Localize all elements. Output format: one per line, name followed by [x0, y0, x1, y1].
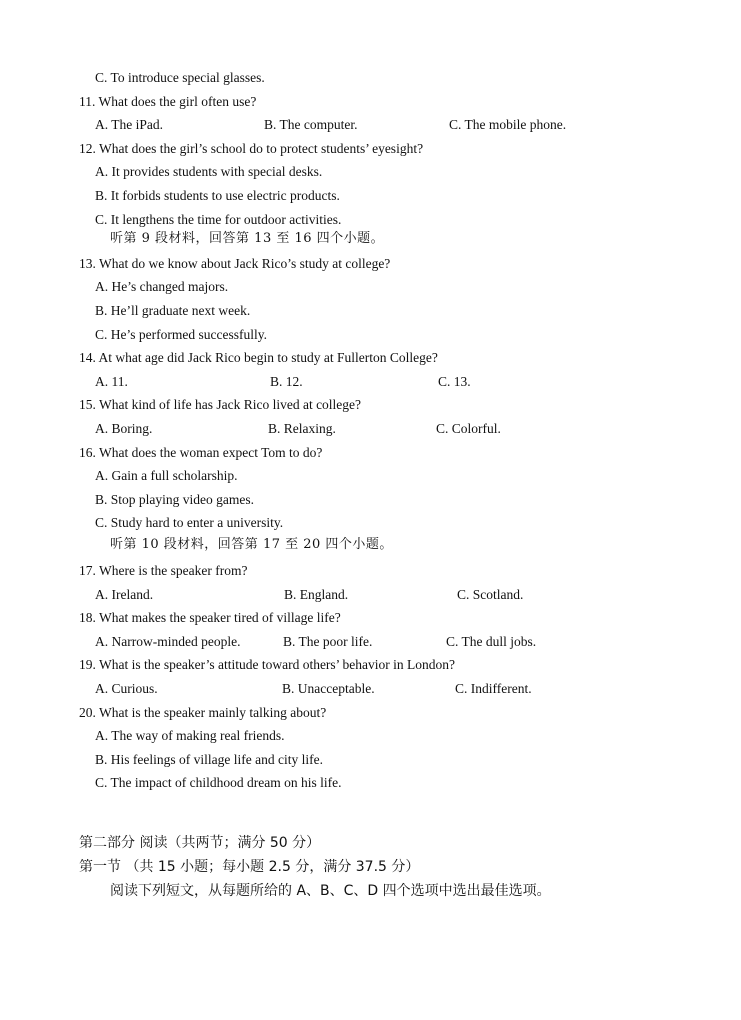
q13-option-b: B. He’ll graduate next week. — [95, 303, 251, 318]
q16-option-b: B. Stop playing video games. — [95, 492, 254, 507]
question-18: 18. What makes the speaker tired of village life? — [79, 610, 341, 625]
question-17: 17. Where is the speaker from? — [79, 563, 248, 578]
q14-option-c: C. 13. — [438, 374, 471, 389]
q18-option-c: C. The dull jobs. — [446, 634, 537, 649]
listening-instruction-9: 听第 9 段材料，回答第 13 至 16 四个小题。 — [110, 231, 385, 246]
part-two-heading: 第二部分 阅读（共两节；满分 50 分） — [79, 835, 321, 851]
q17-option-c: C. Scotland. — [457, 587, 524, 602]
q14-option-b: B. 12. — [270, 374, 303, 389]
q12-option-b: B. It forbids students to use electric products. — [95, 188, 340, 203]
question-11: 11. What does the girl often use? — [79, 94, 257, 109]
q17-option-a: A. Ireland. — [95, 587, 154, 602]
q13-option-a: A. He’s changed majors. — [95, 279, 229, 294]
reading-instruction: 阅读下列短文，从每题所给的 A、B、C、D 四个选项中选出最佳选项。 — [110, 883, 551, 899]
q11-option-a: A. The iPad. — [95, 117, 163, 132]
question-15: 15. What kind of life has Jack Rico lived at college? — [79, 397, 362, 412]
q14-option-a: A. 11. — [95, 374, 128, 389]
q15-option-c: C. Colorful. — [436, 421, 501, 436]
question-14: 14. At what age did Jack Rico begin to study at Fullerton College? — [79, 350, 438, 365]
question-16: 16. What does the woman expect Tom to do? — [79, 445, 323, 460]
q20-option-b: B. His feelings of village life and city life. — [95, 752, 323, 767]
q12-option-c: C. It lengthens the time for outdoor activities. — [95, 212, 342, 227]
q19-option-c: C. Indifferent. — [455, 681, 532, 696]
q17-option-b: B. England. — [284, 587, 349, 602]
question-20: 20. What is the speaker mainly talking about? — [79, 705, 327, 720]
question-19: 19. What is the speaker’s attitude toward others’ behavior in London? — [79, 657, 456, 672]
q18-option-a: A. Narrow-minded people. — [95, 634, 241, 649]
q10-option-c: C. To introduce special glasses. — [95, 70, 265, 85]
q18-option-b: B. The poor life. — [283, 634, 373, 649]
q20-option-a: A. The way of making real friends. — [95, 728, 285, 743]
q16-option-c: C. Study hard to enter a university. — [95, 515, 284, 530]
question-13: 13. What do we know about Jack Rico’s study at college? — [79, 256, 391, 271]
q11-option-b: B. The computer. — [264, 117, 358, 132]
q12-option-a: A. It provides students with special desks. — [95, 164, 323, 179]
q16-option-a: A. Gain a full scholarship. — [95, 468, 238, 483]
q15-option-b: B. Relaxing. — [268, 421, 336, 436]
q13-option-c: C. He’s performed successfully. — [95, 327, 267, 342]
q19-option-b: B. Unacceptable. — [282, 681, 375, 696]
q19-option-a: A. Curious. — [95, 681, 158, 696]
question-12: 12. What does the girl’s school do to protect students’ eyesight? — [79, 141, 424, 156]
listening-instruction-10: 听第 10 段材料，回答第 17 至 20 四个小题。 — [110, 537, 393, 552]
section-one-heading: 第一节 （共 15 小题；每小题 2.5 分，满分 37.5 分） — [79, 859, 420, 875]
q11-option-c: C. The mobile phone. — [449, 117, 567, 132]
q15-option-a: A. Boring. — [95, 421, 153, 436]
q20-option-c: C. The impact of childhood dream on his life. — [95, 775, 342, 790]
